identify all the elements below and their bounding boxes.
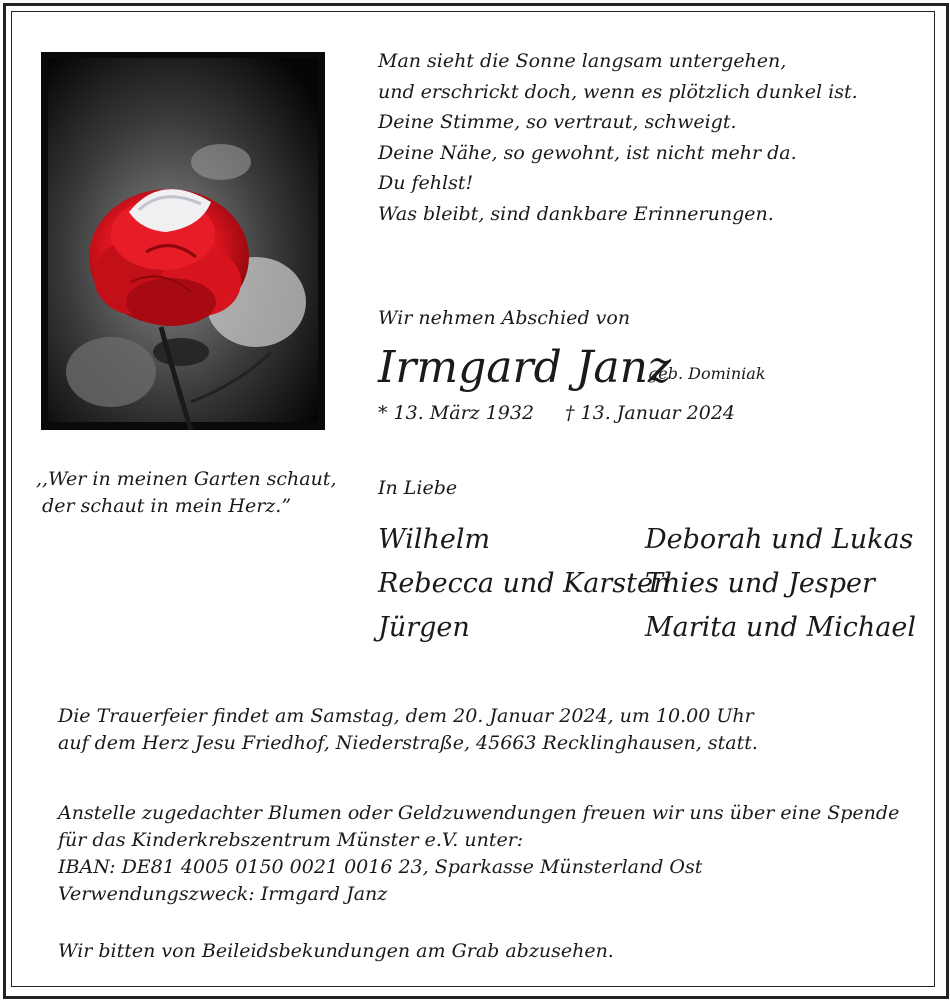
poem-line: Deine Nähe, so gewohnt, ist nicht mehr da. <box>378 141 797 164</box>
poem-line: Man sieht die Sonne langsam untergehen, <box>378 50 787 72</box>
farewell-intro: Wir nehmen Abschied von <box>378 307 631 329</box>
poem-line: und erschrickt doch, wenn es plötzlich dunkel ist. <box>378 80 858 103</box>
poem-line: Du fehlst! <box>378 172 474 194</box>
donation-info <box>58 800 899 908</box>
mourner-name: Wilhelm <box>378 524 491 555</box>
in-love-label: In Liebe <box>378 477 458 499</box>
mourner-name: Jürgen <box>378 612 470 643</box>
birth-date: * 13. März 1932 <box>378 402 535 424</box>
quote-line: ,,Wer in meinen Garten schaut, <box>36 468 337 490</box>
maiden-name: geb. Dominiak <box>648 364 766 383</box>
mourner-name: Marita und Michael <box>645 612 916 643</box>
rose-photo <box>41 52 325 430</box>
donation-line: Verwendungszweck: Irmgard Janz <box>58 883 388 905</box>
death-date: † 13. Januar 2024 <box>565 402 736 424</box>
poem-line: Deine Stimme, so vertraut, schweigt. <box>378 111 737 133</box>
donation-line: für das Kinderkrebszentrum Münster e.V. unter: <box>58 829 524 851</box>
quote-line: der schaut in mein Herz.” <box>36 495 292 517</box>
deceased-name: Irmgard Janz <box>378 342 672 393</box>
garden-quote <box>36 466 336 520</box>
donation-line: IBAN: DE81 4005 0150 0021 0016 23, Sparkasse Münsterland Ost <box>58 856 703 878</box>
service-line: auf dem Herz Jesu Friedhof, Niederstraße, 45663 Recklinghausen, statt. <box>58 732 758 754</box>
funeral-service-info <box>58 703 758 757</box>
mourner-name: Deborah und Lukas <box>645 524 914 555</box>
poem-line: Was bleibt, sind dankbare Erinnerungen. <box>378 202 774 225</box>
service-line: Die Trauerfeier findet am Samstag, dem 20. Januar 2024, um 10.00 Uhr <box>58 705 754 727</box>
closing-note: Wir bitten von Beileidsbekundungen am Grab abzusehen. <box>58 940 614 962</box>
mourner-name: Thies und Jesper <box>645 568 875 599</box>
poem <box>378 46 858 229</box>
donation-line: Anstelle zugedachter Blumen oder Geldzuwendungen freuen wir uns über eine Spende <box>58 802 900 824</box>
red-rose-icon <box>41 52 325 430</box>
mourner-name: Rebecca und Karsten <box>378 568 671 599</box>
